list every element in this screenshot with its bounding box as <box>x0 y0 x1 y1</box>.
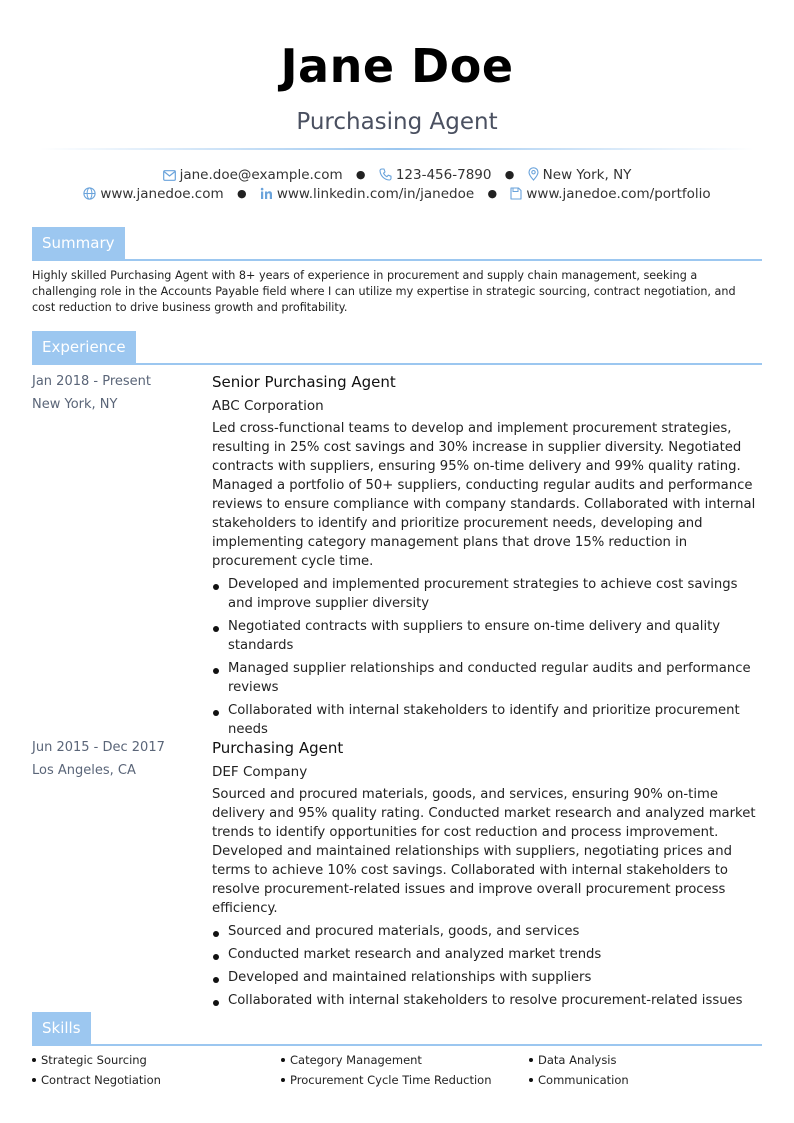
experience-dates: Jan 2018 - Present <box>32 374 151 389</box>
experience-heading: Experience <box>32 331 136 363</box>
skill-item <box>281 1072 492 1088</box>
skills-heading: Skills <box>32 1012 91 1044</box>
job-title: Purchasing Agent <box>212 739 344 757</box>
experience-entry <box>32 370 762 737</box>
experience-location: Los Angeles, CA <box>32 763 136 778</box>
phone-icon <box>379 168 392 181</box>
list-item-text: Conducted market research and analyzed market trends <box>228 947 602 962</box>
contact-location <box>528 165 632 185</box>
skills-section-header <box>32 1012 762 1046</box>
skill-text: Data Analysis <box>538 1053 617 1067</box>
list-item-text: Developed and implemented procurement strategies to achieve cost savings and improve supplier diversity <box>228 577 738 611</box>
skill-item <box>529 1052 617 1068</box>
list-item <box>212 968 764 987</box>
list-item-text: Collaborated with internal stakeholders to identify and prioritize procurement needs <box>228 703 740 737</box>
job-title: Senior Purchasing Agent <box>212 373 396 391</box>
portfolio-icon <box>510 187 522 200</box>
list-item <box>212 659 764 697</box>
contact-phone[interactable] <box>379 165 492 185</box>
list-item-text: Negotiated contracts with suppliers to ensure on-time delivery and quality standards <box>228 619 721 653</box>
separator-dot: ● <box>487 187 498 200</box>
summary-heading: Summary <box>32 227 125 259</box>
list-item <box>212 617 764 655</box>
job-bullet-list <box>212 575 764 739</box>
summary-text: Highly skilled Purchasing Agent with 8+ years of experience in procurement and supply chain management, seeking a challenging role in the Accounts Payable field where I can utilize my expertise in strategic sourcing, contract negotiation, and cost reduction to drive business growth and profitability. <box>32 269 736 314</box>
list-item-text: Sourced and procured materials, goods, and services <box>228 924 580 939</box>
list-item <box>212 991 764 1010</box>
company-name: ABC Corporation <box>212 398 324 414</box>
skill-text: Procurement Cycle Time Reduction <box>290 1073 492 1087</box>
candidate-name: Jane Doe <box>280 39 514 93</box>
contact-line-primary <box>0 165 794 185</box>
skill-item <box>32 1052 147 1068</box>
experience-body <box>212 736 764 1014</box>
contact-portfolio[interactable] <box>510 184 710 204</box>
separator-dot: ● <box>236 187 247 200</box>
contact-email[interactable] <box>163 165 343 185</box>
candidate-role: Purchasing Agent <box>296 109 498 135</box>
job-description: Led cross-functional teams to develop and implement procurement strategies, resulting in 25% cost savings and 30% increase in supplier diversity. Negotiated contracts with suppliers, ensuring 95% on-time delivery and 99% quality rating. Managed a portfolio of 50+ suppliers, conducting regular audits and performance reviews to ensure compliance with company standards. Collaborated with internal stakeholders to identify and prioritize procurement needs, developing and implementing category management plans that drove 15% reduction in procurement cycle time. <box>212 421 756 569</box>
bullet-dot <box>213 954 219 960</box>
job-description: Sourced and procured materials, goods, and services, ensuring 90% on-time delivery and 95% quality rating. Conducted market research and analyzed market trends to identify opportunities for cost reduction and process improvement. Developed and maintained relationships with suppliers, negotiating prices and terms to achieve 10% cost savings. Collaborated with internal stakeholders to resolve procurement-related issues and improve overall procurement process efficiency. <box>212 787 756 916</box>
experience-meta <box>32 370 202 416</box>
skill-item <box>281 1052 422 1068</box>
linkedin-icon <box>260 187 273 200</box>
skill-text: Category Management <box>290 1053 422 1067</box>
bullet-dot <box>213 977 219 983</box>
experience-location: New York, NY <box>32 397 118 412</box>
bullet-dot <box>213 1000 219 1006</box>
list-item <box>212 575 764 613</box>
header-divider <box>40 148 754 150</box>
bullet-dot <box>32 1058 36 1062</box>
email-icon <box>163 170 176 181</box>
contact-email-text: jane.doe@example.com <box>179 167 343 183</box>
skill-text: Strategic Sourcing <box>41 1053 147 1067</box>
list-item <box>212 701 764 739</box>
skill-text: Contract Negotiation <box>41 1073 161 1087</box>
bullet-dot <box>32 1078 36 1082</box>
contact-line-secondary <box>0 184 794 204</box>
list-item <box>212 922 764 941</box>
bullet-dot <box>213 626 219 632</box>
summary-section-header <box>32 227 762 261</box>
experience-meta <box>32 736 202 782</box>
skill-text: Communication <box>538 1073 629 1087</box>
bullet-dot <box>213 710 219 716</box>
company-name: DEF Company <box>212 764 308 780</box>
bullet-dot <box>281 1058 285 1062</box>
list-item-text: Managed supplier relationships and conducted regular audits and performance reviews <box>228 661 751 695</box>
experience-dates: Jun 2015 - Dec 2017 <box>32 740 165 755</box>
list-item-text: Developed and maintained relationships with suppliers <box>228 970 592 985</box>
contact-phone-text: 123-456-7890 <box>395 167 492 183</box>
contact-portfolio-text: www.janedoe.com/portfolio <box>526 186 711 202</box>
skill-item <box>32 1072 161 1088</box>
separator-dot: ● <box>355 168 366 181</box>
bullet-dot <box>529 1078 533 1082</box>
bullet-dot <box>529 1058 533 1062</box>
contact-location-text: New York, NY <box>542 167 632 183</box>
bullet-dot <box>213 931 219 937</box>
experience-body <box>212 370 764 743</box>
bullet-dot <box>213 668 219 674</box>
list-item <box>212 945 764 964</box>
bullet-dot <box>213 584 219 590</box>
contact-website[interactable] <box>83 184 223 204</box>
globe-icon <box>83 187 96 200</box>
skill-item <box>529 1072 629 1088</box>
experience-section-header <box>32 331 762 365</box>
contact-linkedin[interactable] <box>260 184 474 204</box>
list-item-text: Collaborated with internal stakeholders to resolve procurement-related issues <box>228 993 743 1008</box>
contact-website-text: www.janedoe.com <box>100 186 224 202</box>
map-pin-icon <box>528 167 539 181</box>
experience-entry <box>32 736 762 1008</box>
job-bullet-list <box>212 922 764 1010</box>
separator-dot: ● <box>504 168 515 181</box>
contact-linkedin-text: www.linkedin.com/in/janedoe <box>276 186 475 202</box>
bullet-dot <box>281 1078 285 1082</box>
